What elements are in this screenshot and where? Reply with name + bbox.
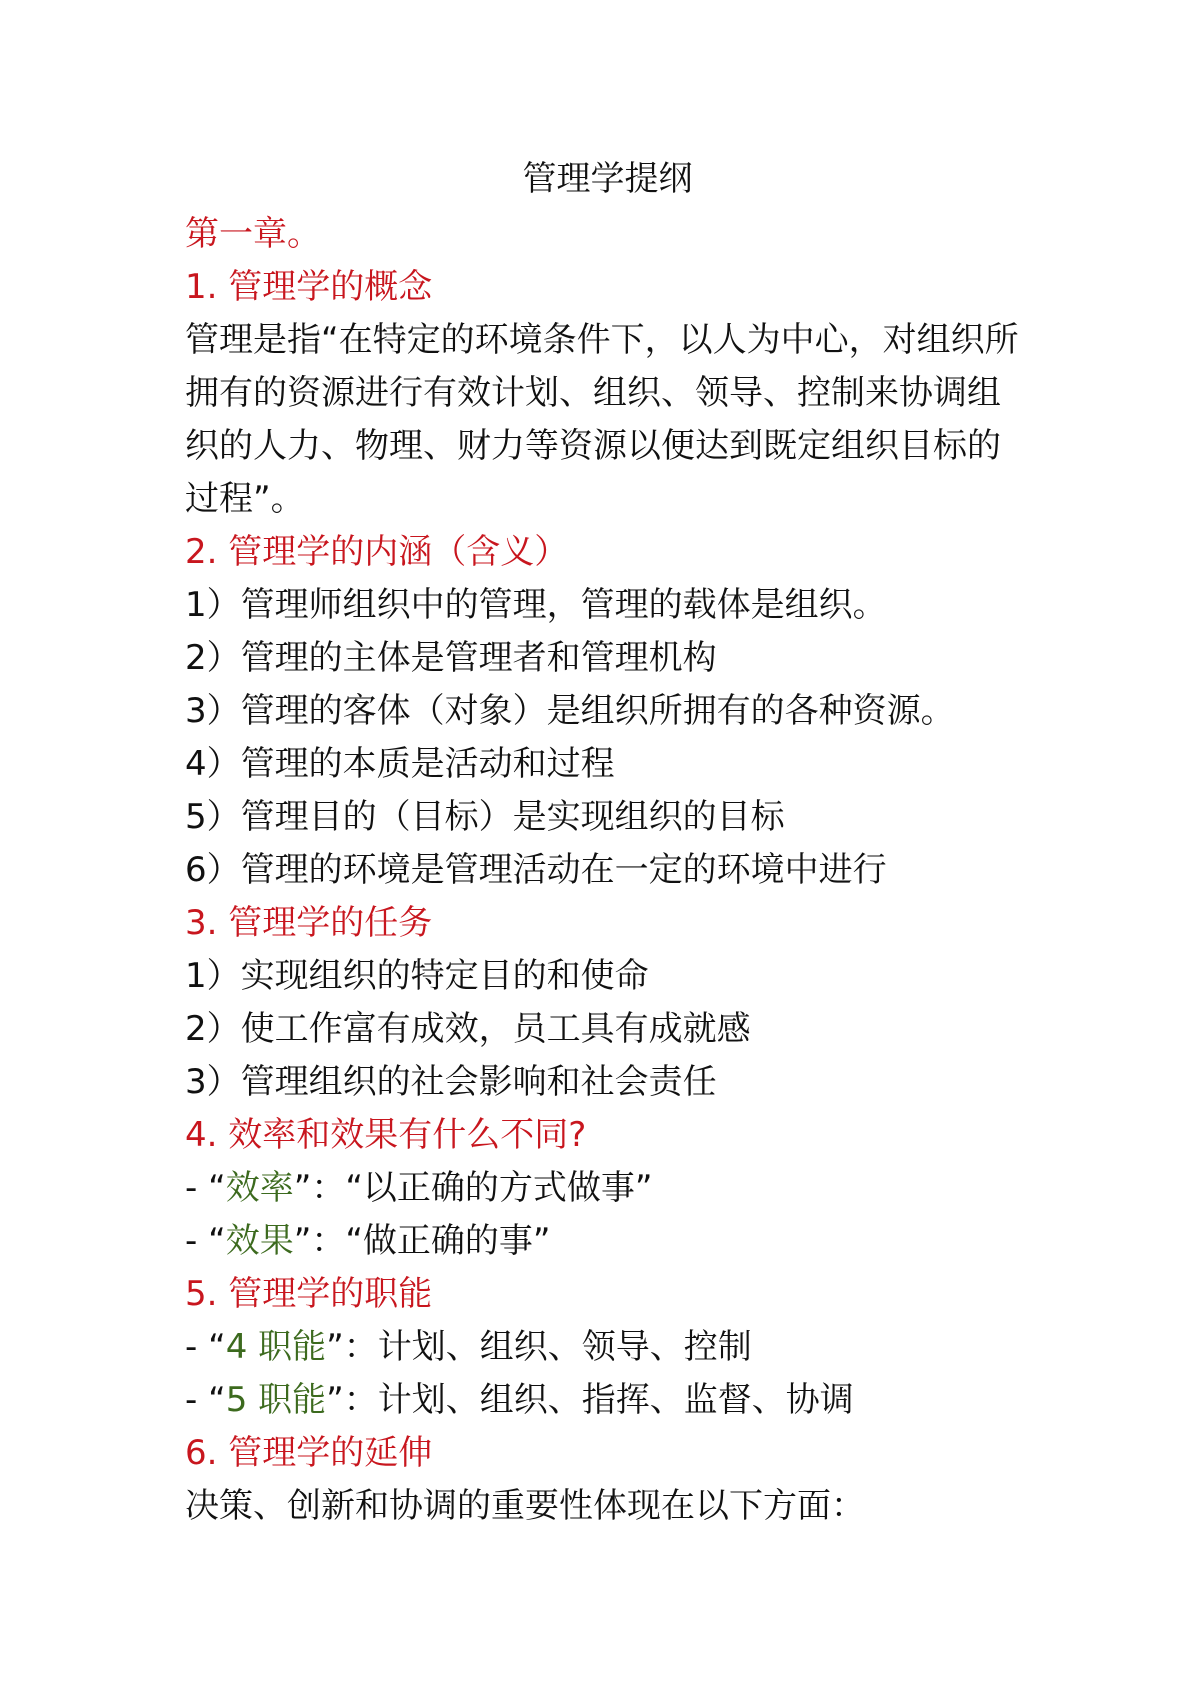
section-2-item: 2）管理的主体是管理者和管理机构 [185,638,717,678]
row-text: ”：计划、组织、领导、控制 [326,1327,752,1367]
row-prefix: - “ [185,1168,226,1208]
row-text: ”：“以正确的方式做事” [293,1168,653,1208]
section-2-item: 3）管理的客体（对象）是组织所拥有的各种资源。 [185,691,955,731]
section-1-heading: 1. 管理学的概念 [185,267,433,307]
section-3-item: 3）管理组织的社会影响和社会责任 [185,1062,717,1102]
section-1-paragraph: 管理是指“在特定的环境条件下，以人为中心，对组织所拥有的资源进行有效计划、组织、领导、控制来协调组织的人力、物理、财力等资源以便达到既定组织目标的过程”。 [185,320,1019,519]
section-2-item: 6）管理的环境是管理活动在一定的环境中进行 [185,850,887,890]
section-6-text: 决策、创新和协调的重要性体现在以下方面： [185,1486,865,1526]
chapter-heading: 第一章。 [185,214,321,254]
row-prefix: - “ [185,1380,226,1420]
highlighted-term: 效果 [225,1221,294,1261]
document-title: 管理学提纲 [522,159,693,199]
section-3-heading: 3. 管理学的任务 [185,903,433,943]
section-5-row [185,1321,1030,1374]
highlighted-term: 效率 [225,1168,294,1208]
section-3-item: 1）实现组织的特定目的和使命 [185,956,649,996]
section-2-item: 1）管理师组织中的管理，管理的载体是组织。 [185,585,887,625]
section-2-item: 4）管理的本质是活动和过程 [185,744,615,784]
section-3-item: 2）使工作富有成效，员工具有成就感 [185,1009,751,1049]
section-4-row [185,1215,1030,1268]
section-4-row [185,1162,1030,1215]
section-6-heading: 6. 管理学的延伸 [185,1433,433,1473]
row-prefix: - “ [185,1327,226,1367]
section-2-heading: 2. 管理学的内涵（含义） [185,532,569,572]
section-5-row [185,1374,1030,1427]
section-5-heading: 5. 管理学的职能 [185,1274,433,1314]
document-content [185,150,1030,1533]
row-text: ”：计划、组织、指挥、监督、协调 [326,1380,854,1420]
row-text: ”：“做正确的事” [293,1221,551,1261]
section-2-item: 5）管理目的（目标）是实现组织的目标 [185,797,785,837]
section-4-heading: 4. 效率和效果有什么不同? [185,1115,587,1155]
row-prefix: - “ [185,1221,226,1261]
highlighted-term: 4 职能 [225,1327,327,1367]
highlighted-term: 5 职能 [225,1380,327,1420]
